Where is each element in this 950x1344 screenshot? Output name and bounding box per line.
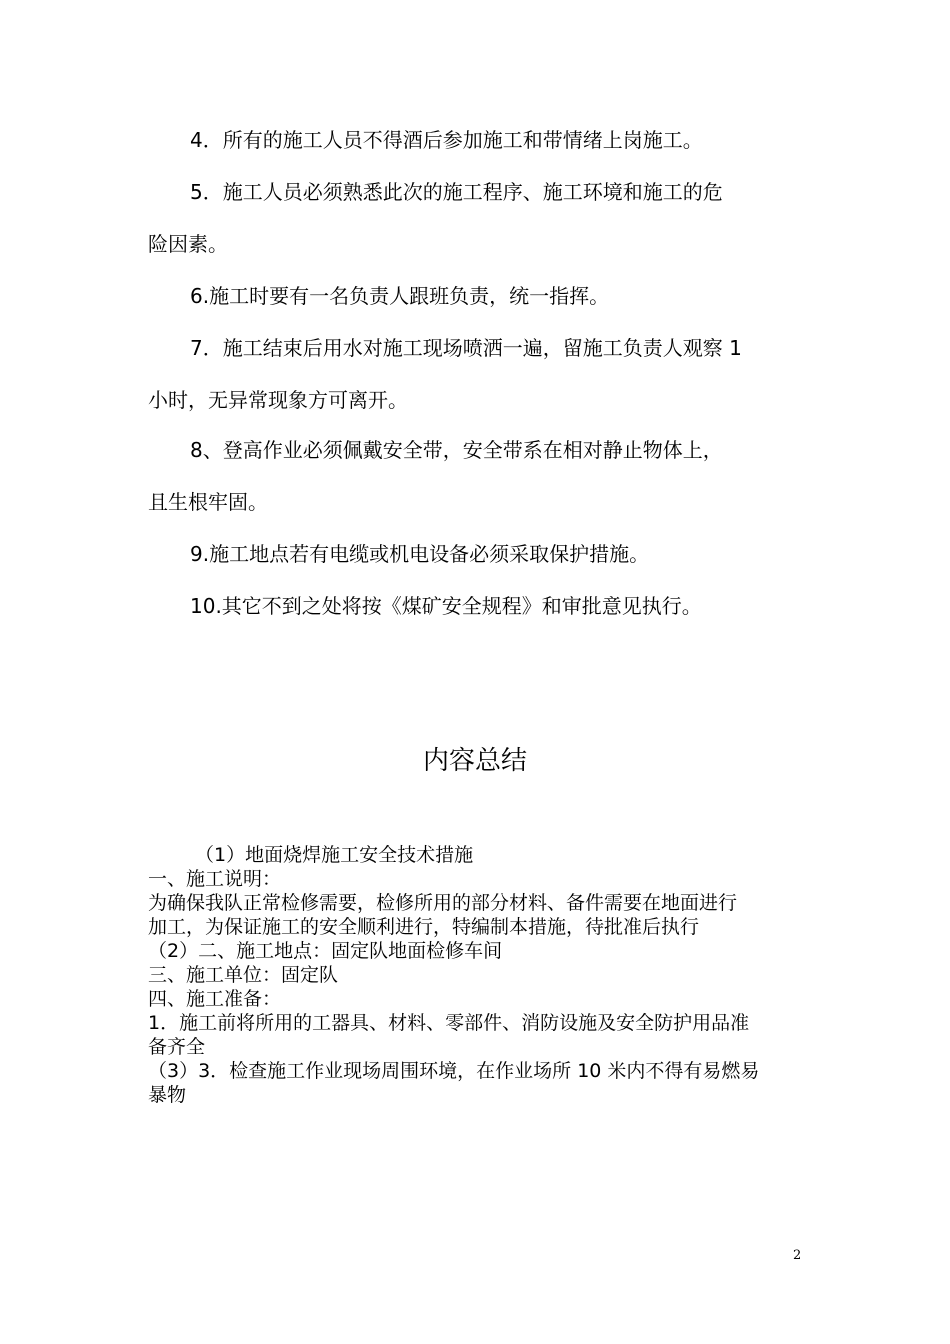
page-number: 2 xyxy=(793,1248,802,1263)
summary-line-10: （3）3．检查施工作业现场周围环境，在作业场所 10 米内不得有易燃易 xyxy=(148,1060,760,1082)
body-line-10: 10.其它不到之处将按《煤矿安全规程》和审批意见执行。 xyxy=(190,594,702,618)
summary-line-7: 四、施工准备： xyxy=(148,988,282,1010)
body-line-3: 险因素。 xyxy=(148,232,228,256)
body-line-9: 9.施工地点若有电缆或机电设备必须采取保护措施。 xyxy=(190,542,650,566)
summary-line-2: 一、施工说明： xyxy=(148,868,282,890)
summary-line-8: 1．施工前将所用的工器具、材料、零部件、消防设施及安全防护用品准 xyxy=(148,1012,750,1034)
body-line-5: 7．施工结束后用水对施工现场喷洒一遍，留施工负责人观察 1 xyxy=(190,336,742,360)
body-line-4: 6.施工时要有一名负责人跟班负责，统一指挥。 xyxy=(190,284,610,308)
summary-line-3: 为确保我队正常检修需要，检修所用的部分材料、备件需要在地面进行 xyxy=(148,892,738,914)
summary-line-9: 备齐全 xyxy=(148,1036,206,1058)
body-line-7: 8、登高作业必须佩戴安全带，安全带系在相对静止物体上， xyxy=(190,438,723,462)
body-line-6: 小时，无异常现象方可离开。 xyxy=(148,388,408,412)
summary-line-6: 三、施工单位：固定队 xyxy=(148,964,339,986)
summary-line-5: （2）二、施工地点：固定队地面检修车间 xyxy=(148,940,503,962)
body-line-8: 且生根牢固。 xyxy=(148,490,268,514)
summary-line-11: 暴物 xyxy=(148,1084,187,1106)
body-line-1: 4．所有的施工人员不得酒后参加施工和带情绪上岗施工。 xyxy=(190,128,703,152)
summary-line-1: （1）地面烧焊施工安全技术措施 xyxy=(195,844,474,866)
summary-title: 内容总结 xyxy=(422,746,527,776)
summary-line-4: 加工，为保证施工的安全顺利进行，特编制本措施，待批准后执行 xyxy=(148,916,700,938)
body-line-2: 5．施工人员必须熟悉此次的施工程序、施工环境和施工的危 xyxy=(190,180,723,204)
